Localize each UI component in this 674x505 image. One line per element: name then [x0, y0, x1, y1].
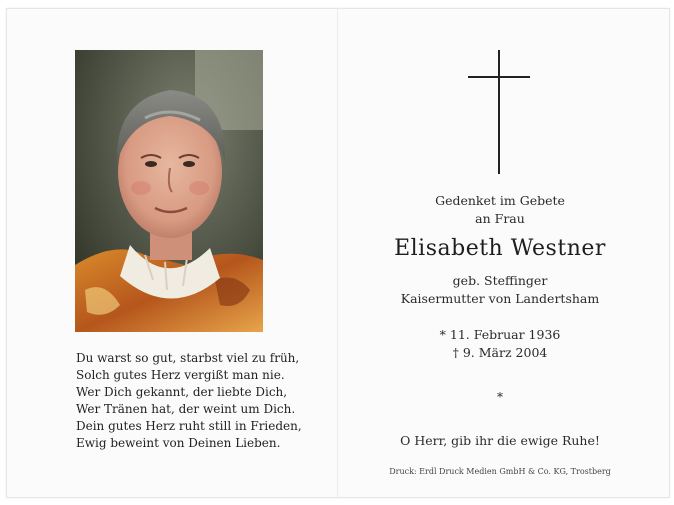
intro-line: Gedenket im Gebete [435, 193, 565, 208]
maiden-name: geb. Steffinger [452, 273, 548, 288]
death-date: † 9. März 2004 [452, 345, 548, 360]
poem-line: Wer Tränen hat, der weint um Dich. [76, 402, 296, 416]
birth-date: * 11. Februar 1936 [439, 327, 561, 342]
card-fold [337, 9, 338, 497]
prayer-line: O Herr, gib ihr die ewige Ruhe! [400, 433, 600, 448]
role-title: Kaisermutter von Landertsham [400, 291, 600, 306]
poem-line: Solch gutes Herz vergißt man nie. [76, 368, 285, 382]
poem [76, 350, 326, 452]
portrait-photo [75, 50, 263, 332]
asterisk-separator: * [497, 390, 503, 404]
poem-line: Du warst so gut, starbst viel zu früh, [76, 351, 300, 365]
intro-line: an Frau [475, 211, 525, 226]
printer-credit: Druck: Erdl Druck Medien GmbH & Co. KG, Trostberg [389, 467, 611, 476]
poem-line: Wer Dich gekannt, der liebte Dich, [76, 385, 288, 399]
deceased-name: Elisabeth Westner [394, 236, 606, 261]
poem-line: Ewig beweint von Deinen Lieben. [76, 436, 281, 450]
poem-line: Dein gutes Herz ruht still in Frieden, [76, 419, 302, 433]
latin-cross-icon [468, 50, 530, 174]
